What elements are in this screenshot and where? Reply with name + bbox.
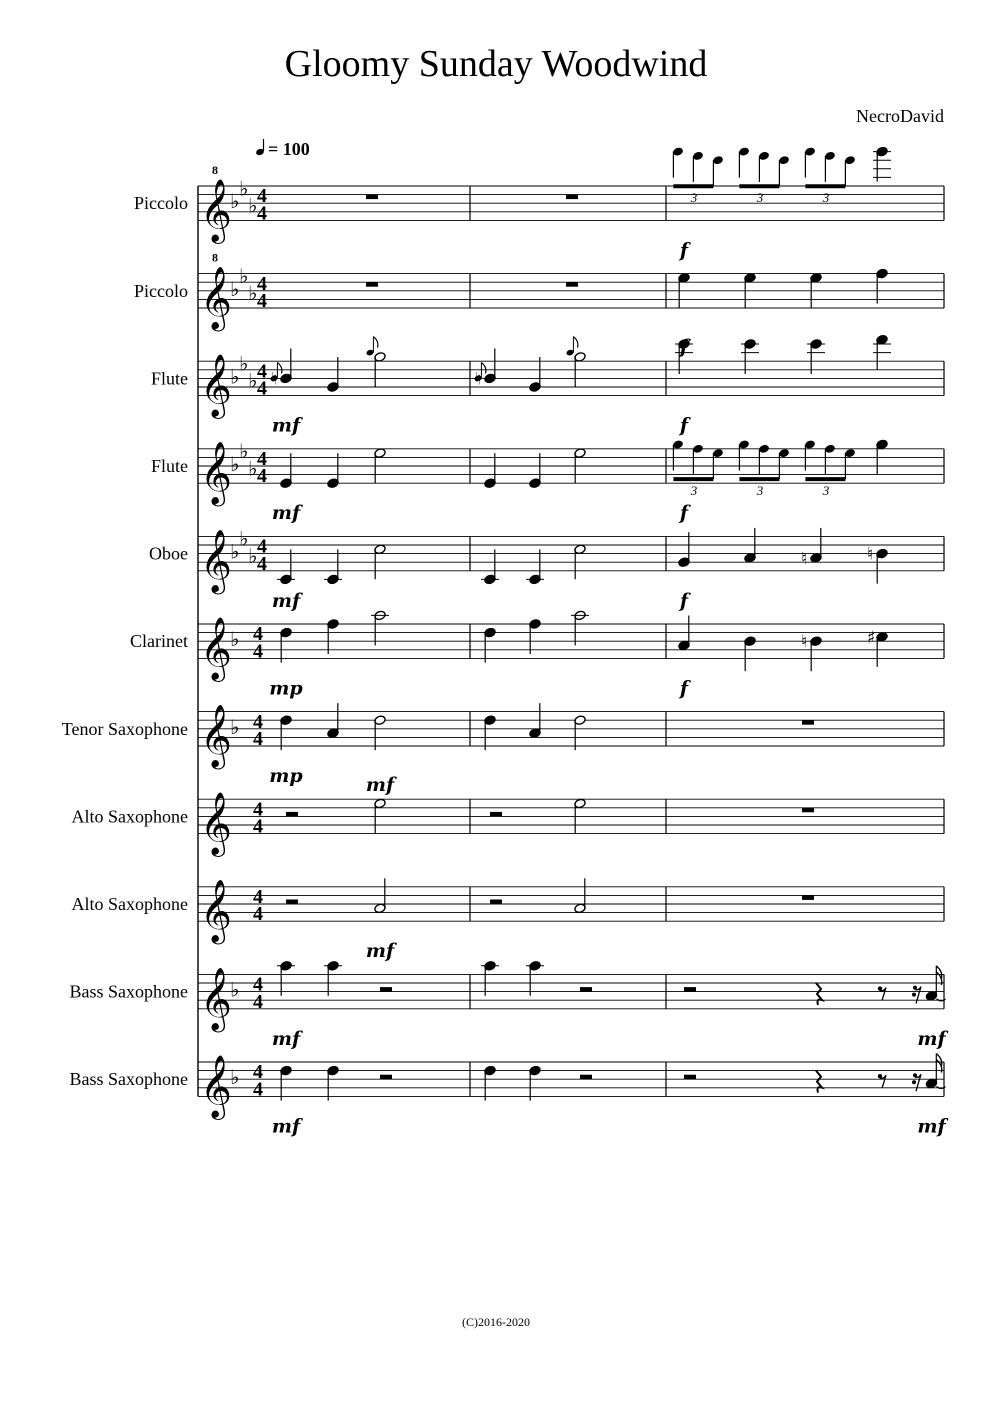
half-rest-icon <box>684 987 696 992</box>
tuplet-number: 3 <box>756 483 764 499</box>
half-rest-icon <box>490 812 502 817</box>
key-flat-icon: ♭ <box>230 364 240 389</box>
sixteenth-rest-dot <box>913 986 917 990</box>
key-flat-icon: ♭ <box>248 193 258 218</box>
time-signature-top: 4 <box>253 798 263 821</box>
time-signature-bottom: 4 <box>257 552 267 575</box>
instrument-label: Tenor Saxophone <box>61 718 188 739</box>
half-rest-icon <box>380 1075 392 1080</box>
key-flat-icon: ♭ <box>230 714 240 739</box>
key-flat-icon: ♭ <box>230 627 240 652</box>
time-signature-bottom: 4 <box>257 290 267 312</box>
treble-clef-icon: 𝄞 <box>200 353 232 417</box>
dynamic-marking: mf <box>917 1027 946 1050</box>
time-signature-top: 4 <box>257 535 267 558</box>
treble-clef-icon: 𝄞 <box>200 266 232 329</box>
tempo-text: = 100 <box>268 139 310 159</box>
key-flat-icon: ♭ <box>239 439 249 464</box>
dynamic-marking: f <box>679 502 689 525</box>
instrument-label: Bass Saxophone <box>69 981 188 1002</box>
key-flat-icon: ♭ <box>230 189 240 214</box>
treble-clef-icon: 𝄞 <box>200 704 232 767</box>
sixteenth-rest-dot <box>913 1073 917 1077</box>
instrument-label: Flute <box>150 368 188 389</box>
time-signature-top: 4 <box>253 973 263 996</box>
octave-mark: 8 <box>212 250 218 265</box>
quarter-rest-icon <box>816 1071 822 1093</box>
score-title: Gloomy Sunday Woodwind <box>284 43 708 85</box>
dynamic-marking: mf <box>271 414 301 437</box>
instrument-label: Clarinet <box>130 631 188 652</box>
tuplet-number: 3 <box>690 483 698 499</box>
key-flat-icon: ♭ <box>248 281 258 306</box>
time-signature-bottom: 4 <box>253 815 263 838</box>
half-rest-icon <box>684 1075 696 1080</box>
time-signature-bottom: 4 <box>253 640 263 663</box>
half-rest-icon <box>490 900 502 905</box>
staff-1 <box>134 146 944 261</box>
eighth-rest-dot <box>878 1074 882 1078</box>
time-signature-top: 4 <box>257 448 267 470</box>
instrument-label: Oboe <box>149 543 188 564</box>
key-flat-icon: ♭ <box>230 452 240 476</box>
key-flat-icon: ♭ <box>248 368 258 393</box>
key-flat-icon: ♭ <box>248 456 258 481</box>
whole-rest-icon <box>566 282 578 287</box>
dynamic-marking: f <box>679 239 689 262</box>
time-signature-bottom: 4 <box>253 728 263 750</box>
note-flag <box>936 966 941 985</box>
dynamic-marking: f <box>679 414 689 437</box>
whole-rest-icon <box>802 895 814 900</box>
tempo-marking <box>255 139 310 159</box>
treble-clef-icon: 𝄞 <box>200 1054 232 1118</box>
treble-clef-icon: 𝄞 <box>200 616 232 680</box>
half-rest-icon <box>286 900 298 905</box>
dynamic-marking: mp <box>269 677 303 700</box>
dynamic-marking: mf <box>365 940 395 963</box>
staff-6 <box>130 610 944 699</box>
time-signature-top: 4 <box>253 623 263 646</box>
octave-mark: 8 <box>212 163 218 177</box>
staff-10 <box>70 960 949 1049</box>
dynamic-marking: mp <box>269 765 303 787</box>
quarter-rest-icon <box>816 983 822 1005</box>
staff-3 <box>151 334 944 436</box>
key-flat-icon: ♭ <box>239 351 249 376</box>
treble-clef-icon: 𝄞 <box>200 178 232 242</box>
staff-7 <box>62 703 944 787</box>
staff-2 <box>134 251 944 332</box>
treble-clef-icon: 𝄞 <box>200 441 232 505</box>
note-flag <box>936 1054 941 1073</box>
time-signature-top: 4 <box>257 272 267 295</box>
tuplet-number: 3 <box>822 483 830 499</box>
key-flat-icon: ♭ <box>248 543 258 568</box>
grace-note-flag <box>277 362 282 373</box>
half-rest-icon <box>580 1075 592 1080</box>
staff-8 <box>72 774 945 857</box>
key-flat-icon: ♭ <box>239 263 249 288</box>
time-signature-top: 4 <box>257 360 267 383</box>
instrument-label: Piccolo <box>134 280 188 301</box>
dynamic-marking: f <box>679 336 689 359</box>
key-flat-icon: ♭ <box>230 977 240 1002</box>
half-rest-icon <box>380 987 392 992</box>
dynamic-marking: mf <box>365 774 395 797</box>
key-flat-icon: ♭ <box>230 1065 240 1090</box>
half-rest-icon <box>580 987 592 992</box>
instrument-label: Flute <box>150 456 188 476</box>
grace-note-flag <box>481 362 486 373</box>
dynamic-marking: mf <box>917 1115 946 1138</box>
staff-5 <box>149 527 944 612</box>
key-flat-icon: ♭ <box>230 539 240 564</box>
time-signature-bottom: 4 <box>253 903 263 926</box>
whole-rest-icon <box>802 720 814 725</box>
instrument-label: Alto Saxophone <box>71 806 188 827</box>
whole-rest-icon <box>802 808 814 813</box>
tuplet-number: 3 <box>690 190 698 206</box>
time-signature-bottom: 4 <box>253 990 263 1013</box>
dynamic-marking: f <box>679 589 689 612</box>
half-rest-icon <box>286 812 298 817</box>
staff-4 <box>151 439 944 524</box>
copyright-notice: (C)2016-2020 <box>462 1315 530 1329</box>
dynamic-marking: mf <box>271 1115 301 1138</box>
dynamic-marking: mf <box>271 502 301 525</box>
sixteenth-rest-dot <box>912 993 916 997</box>
time-signature-top: 4 <box>253 1061 263 1084</box>
key-flat-icon: ♭ <box>239 526 249 551</box>
whole-rest-icon <box>366 282 378 287</box>
composer-name: NecroDavid <box>856 106 944 126</box>
eighth-rest-dot <box>878 986 882 990</box>
time-signature-bottom: 4 <box>253 1078 263 1101</box>
treble-clef-icon: 𝄞 <box>200 791 232 855</box>
grace-note-flag <box>573 337 578 348</box>
tuplet-number: 3 <box>822 190 830 206</box>
whole-rest-icon <box>566 195 578 200</box>
time-signature-top: 4 <box>257 185 267 208</box>
grace-note-flag <box>373 337 378 348</box>
natural-accidental-icon: ♮ <box>867 544 874 565</box>
staff-9 <box>72 878 945 962</box>
dynamic-marking: mf <box>271 1027 301 1050</box>
instrument-label: Bass Saxophone <box>69 1069 188 1090</box>
natural-accidental-icon: ♮ <box>801 632 808 653</box>
key-flat-icon: ♭ <box>230 276 240 301</box>
tuplet-number: 3 <box>756 190 764 206</box>
treble-clef-icon: 𝄞 <box>200 879 232 943</box>
treble-clef-icon: 𝄞 <box>200 966 232 1030</box>
sixteenth-rest-dot <box>912 1080 916 1084</box>
treble-clef-icon: 𝄞 <box>200 528 232 592</box>
time-signature-top: 4 <box>253 886 263 908</box>
staff-11 <box>70 1054 949 1138</box>
dynamic-marking: mf <box>271 589 301 612</box>
instrument-label: Piccolo <box>134 193 188 214</box>
instrument-label: Alto Saxophone <box>71 894 188 914</box>
whole-rest-icon <box>366 195 378 200</box>
sharp-accidental-icon: ♯ <box>867 627 876 648</box>
dynamic-marking: f <box>679 677 689 700</box>
time-signature-top: 4 <box>253 710 263 733</box>
natural-accidental-icon: ♮ <box>801 548 808 569</box>
time-signature-bottom: 4 <box>257 465 267 488</box>
key-flat-icon: ♭ <box>239 176 249 201</box>
time-signature-bottom: 4 <box>257 202 267 225</box>
time-signature-bottom: 4 <box>257 377 267 400</box>
